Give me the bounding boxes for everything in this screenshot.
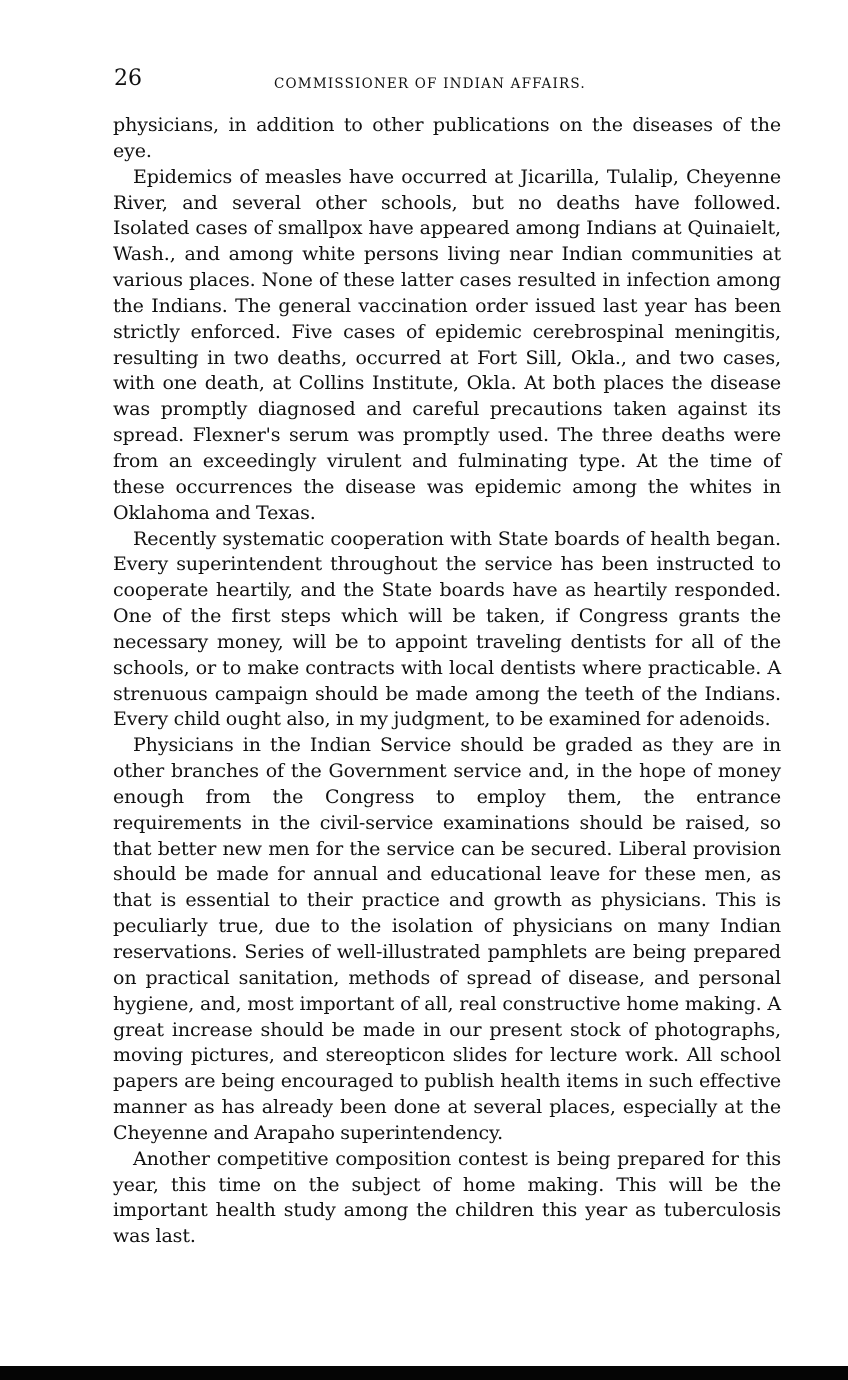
body-text — [113, 113, 781, 1250]
page-header — [114, 66, 782, 96]
page-number: 26 — [114, 66, 142, 91]
paragraph-composition-contest: Another competitive composition contest is being prepared for this year, this time on the subject of home making. This will be the important health study among the children this year as tuberculosis was last. — [113, 1147, 781, 1248]
running-head: COMMISSIONER OF INDIAN AFFAIRS. — [274, 76, 586, 92]
paragraph-continued: physicians, in addition to other publications on the diseases of the eye. — [113, 114, 781, 162]
paragraph-epidemics: Epidemics of measles have occurred at Jicarilla, Tulalip, Cheyenne River, and several other schools, but no deaths have followed. Isolated cases of smallpox have appeared among Indians at Quinaielt, Wash., and among white persons living near Indian communities at various places. None of these latter cases resulted in infection among the Indians. The general vaccination order issued last year has been strictly enforced. Five cases of epidemic cerebrospinal meningitis, resulting in two deaths, occurred at Fort Sill, Okla., and two cases, with one death, at Collins Institute, Okla. At both places the disease was promptly diagnosed and careful precautions taken against its spread. Flexner's serum was promptly used. The three deaths were from an exceedingly virulent and fulminating type. At the time of these occurrences the disease was epidemic among the whites in Oklahoma and Texas. — [113, 165, 781, 524]
scan-bottom-edge — [0, 1366, 848, 1380]
paragraph-state-boards: Recently systematic cooperation with State boards of health began. Every superintendent throughout the service has been instructed to cooperate heartily, and the State boards have as heartily responded. One of the first steps which will be taken, if Congress grants the necessary money, will be to appoint traveling dentists for all of the schools, or to make contracts with local dentists where practicable. A strenuous campaign should be made among the teeth of the Indians. Every child ought also, in my judgment, to be examined for adenoids. — [113, 527, 781, 731]
paragraph-physicians: Physicians in the Indian Service should be graded as they are in other branches of the Government service and, in the hope of money enough from the Congress to employ them, the entrance requirements in the civil-service examinations should be raised, so that better new men for the service can be secured. Liberal provision should be made for annual and educational leave for these men, as that is essential to their practice and growth as physicians. This is peculiarly true, due to the isolation of physicians on many Indian reservations. Series of well-illustrated pamphlets are being prepared on practical sanitation, methods of spread of disease, and personal hygiene, and, most important of all, real constructive home making. A great increase should be made in our present stock of photographs, moving pictures, and stereopticon slides for lecture work. All school papers are being encouraged to publish health items in such effective manner as has already been done at several places, especially at the Cheyenne and Arapaho superintendency. — [113, 734, 781, 1144]
